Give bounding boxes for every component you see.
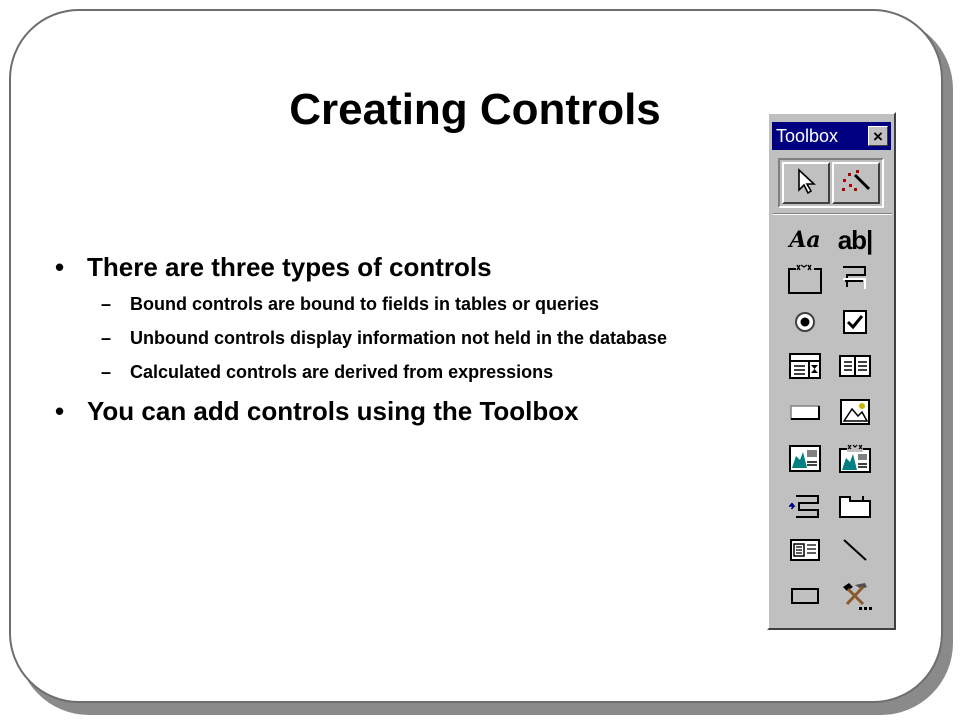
dash-glyph: – [101,294,112,314]
close-button[interactable] [868,126,888,146]
tab-control-icon [837,491,873,526]
toolbox-title: Toolbox [776,126,839,146]
sub-bullet-text: Bound controls are bound to fields in tables or queries [130,294,600,314]
bullet-text: You can add controls using the Toolbox [87,396,579,426]
rectangle-icon [788,584,822,613]
bullet-glyph: • [55,252,65,282]
toolbox-titlebar[interactable] [772,122,891,150]
bound-object-frame-icon [837,441,873,480]
command-button-tool-button[interactable] [783,394,827,434]
page-break-tool-button[interactable] [783,488,827,528]
sub-bullet-text: Unbound controls display information not held in the database [130,328,668,348]
image-tool-button[interactable] [833,394,877,434]
dash-glyph: – [101,328,112,348]
toolbox-top-group [778,158,884,208]
option-group-icon [785,260,825,301]
bullet-text: There are three types of controls [87,252,492,282]
option-group-tool-button[interactable] [783,260,827,300]
bullet-item [55,394,715,428]
toolbox-separator [773,213,892,215]
rectangle-tool-button[interactable] [783,578,827,618]
control-wizards-button[interactable] [832,162,880,204]
sub-bullet-list [55,292,715,384]
toggle-button-icon [837,261,873,300]
toolbox-window[interactable] [767,112,896,630]
sub-bullet-item [55,326,715,350]
label-tool-button[interactable] [783,220,827,260]
more-controls-icon [837,579,873,618]
bullet-item [55,250,715,284]
control-wizards-icon [839,167,873,200]
unbound-object-frame-icon [787,442,823,479]
image-icon [838,397,872,432]
bullet-glyph: • [55,396,65,426]
unbound-object-frame-tool-button[interactable] [783,440,827,480]
more-controls-tool-button[interactable] [833,578,877,618]
text-box-tool-button[interactable] [833,220,877,260]
bound-object-frame-tool-button[interactable] [833,440,877,480]
select-objects-icon [794,168,818,199]
combo-box-icon [787,350,823,387]
line-icon [838,535,872,570]
bullet-list [55,250,715,428]
list-box-icon [837,351,873,386]
tab-control-tool-button[interactable] [833,488,877,528]
line-tool-button[interactable] [833,532,877,572]
sub-bullet-text: Calculated controls are derived from expressions [130,362,554,382]
page-break-icon [787,490,823,527]
option-button-tool-button[interactable] [783,304,827,344]
toggle-button-tool-button[interactable] [833,260,877,300]
subform-icon [788,536,822,569]
list-box-tool-button[interactable] [833,348,877,388]
sub-bullet-item [55,292,715,316]
check-box-icon [841,308,869,341]
subform-tool-button[interactable] [783,532,827,572]
dash-glyph: – [101,362,112,382]
option-button-icon [791,308,819,341]
combo-box-tool-button[interactable] [783,348,827,388]
select-objects-button[interactable] [782,162,830,204]
label-icon: Aa [789,227,821,253]
close-icon: × [873,127,883,146]
sub-bullet-item [55,360,715,384]
command-button-icon [788,400,822,429]
slide-title: Creating Controls [289,85,661,134]
text-box-icon: ab| [837,224,873,255]
check-box-tool-button[interactable] [833,304,877,344]
